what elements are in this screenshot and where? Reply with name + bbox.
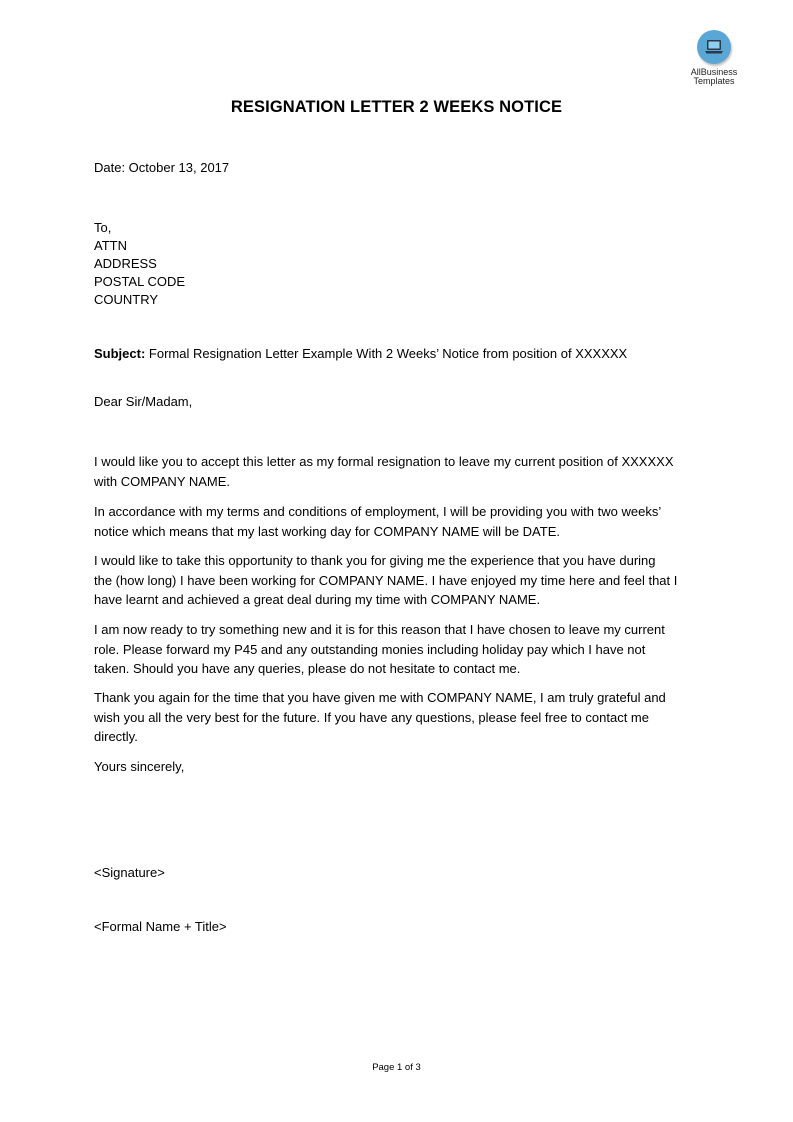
subject-line [94,345,627,363]
paragraph-line: with COMPANY NAME. [94,473,231,489]
address-line-address: ADDRESS [94,256,157,271]
paragraph-4 [94,620,700,679]
allbusiness-logo[interactable] [672,30,756,86]
paragraph-line: role. Please forward my P45 and any outstanding monies including holiday pay which I have not [94,641,646,657]
paragraph-line: directly. [94,729,138,744]
paragraph-line: I would like you to accept this letter as my formal resignation to leave my current position of XXXXXX [94,454,674,469]
page-number: Page 1 of 3 [372,1062,421,1073]
logo-text [672,68,756,86]
salutation: Dear Sir/Madam, [94,394,193,409]
paragraph-line: notice which means that my last working day for COMPANY NAME will be DATE. [94,523,560,539]
address-line-postal-code: POSTAL CODE [94,274,186,289]
address-line-attn: ATTN [94,238,127,253]
paragraph-5 [94,688,700,747]
date-line: Date: October 13, 2017 [94,160,230,175]
logo-badge [697,30,731,64]
subject-text: Formal Resignation Letter Example With 2 Weeks’ Notice from position of XXXXXX [145,346,628,361]
laptop-icon [704,39,724,55]
document-title: RESIGNATION LETTER 2 WEEKS NOTICE [230,98,563,116]
closing: Yours sincerely, [94,759,185,774]
name-title-placeholder: <Formal Name + Title> [94,919,227,934]
logo-line-2: Templates [693,76,735,86]
paragraph-line: I would like to take this opportunity to thank you for giving me the experience that you have during [94,553,656,568]
paragraph-line: taken. Should you have any queries, please do not hesitate to contact me. [94,661,521,676]
signature-placeholder: <Signature> [94,865,165,880]
paragraph-line: wish you all the very best for the future. If you have any questions, please feel free to contact me [94,709,649,725]
paragraph-line: the (how long) I have been working for COMPANY NAME. I have enjoyed my time here and feel that I [94,572,678,588]
address-line-to: To, [94,220,112,235]
paragraph-2 [94,502,700,541]
address-line-country: COUNTRY [94,292,159,307]
paragraph-1 [94,452,700,491]
paragraph-line: Thank you again for the time that you have given me with COMPANY NAME, I am truly grateful and [94,690,666,705]
subject-label: Subject: [94,346,146,361]
paragraph-line: have learnt and achieved a great deal during my time with COMPANY NAME. [94,592,541,607]
logo-line-1: AllBusiness [690,67,738,77]
paragraph-3 [94,551,700,610]
paragraph-line: In accordance with my terms and conditions of employment, I will be providing you with two weeks’ [94,504,662,519]
paragraph-line: I am now ready to try something new and it is for this reason that I have chosen to leave my current [94,622,665,637]
